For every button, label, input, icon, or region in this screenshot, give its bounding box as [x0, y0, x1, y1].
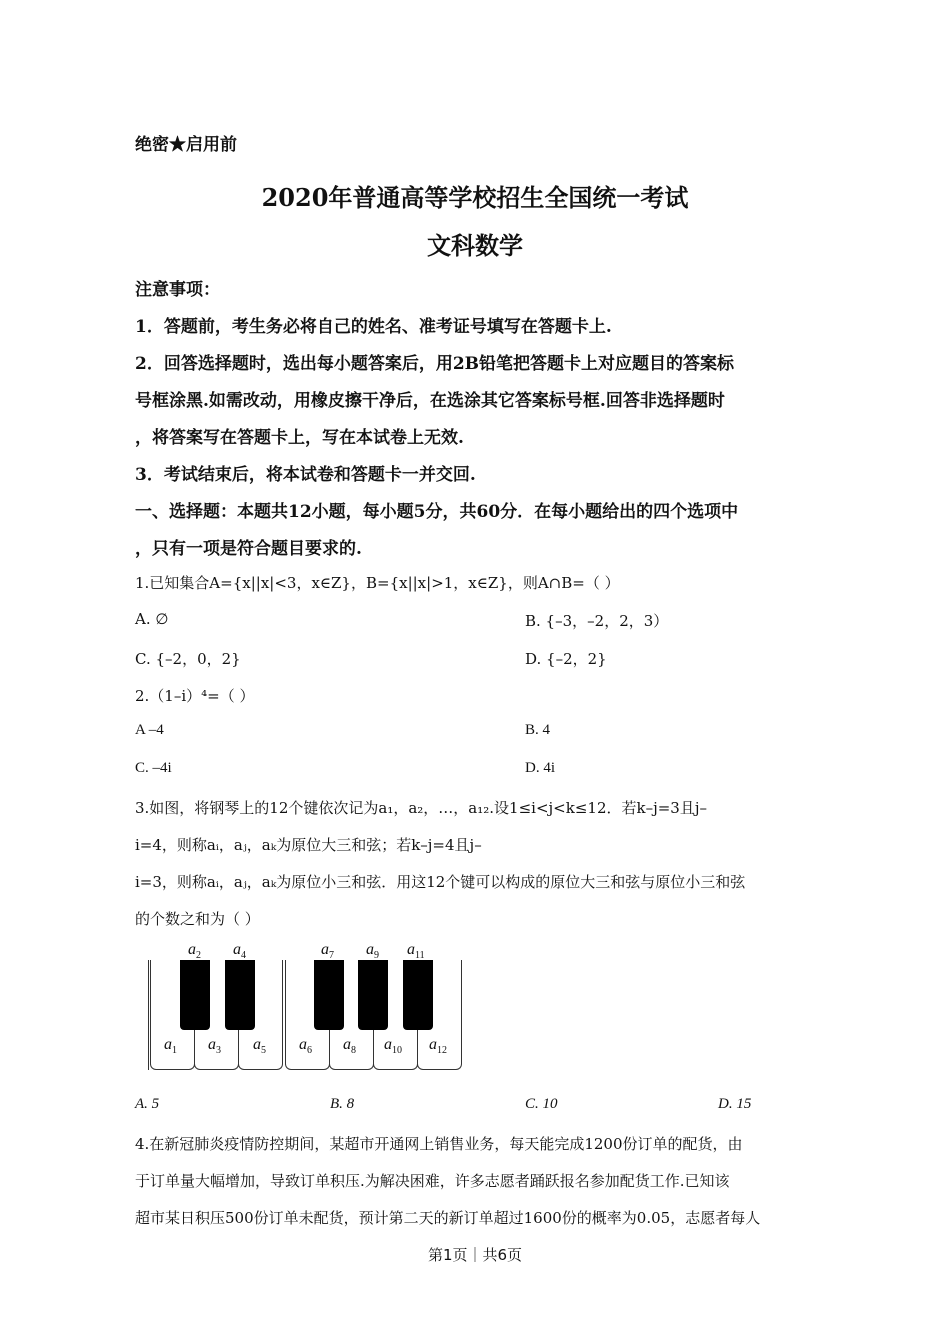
secret-mark: 绝密★启用前: [135, 135, 237, 155]
key-label-a8: $a_8$: [343, 1036, 356, 1057]
question-4-line: 4.在新冠肺炎疫情防控期间，某超市开通网上销售业务，每天能完成1200份订单的配货，由: [135, 1135, 743, 1153]
notes-line: 2．回答选择题时，选出每小题答案后，用2B铅笔把答题卡上对应题目的答案标: [135, 354, 735, 374]
q2-option-a: A –4: [135, 722, 164, 738]
q1-option-d: D. {–2，2}: [525, 650, 607, 668]
piano-black-key: [180, 960, 210, 1030]
q2-option-c: C. –4i: [135, 760, 172, 776]
section-heading: 一、选择题：本题共12小题，每小题5分，共60分．在每小题给出的四个选项中: [135, 502, 739, 522]
exam-title: 2020年普通高等学校招生全国统一考试: [261, 183, 689, 212]
piano-black-key: [403, 960, 433, 1030]
section-heading-cont: ，只有一项是符合题目要求的.: [135, 539, 362, 559]
q1-option-c: C. {–2，0，2}: [135, 650, 241, 668]
piano-black-key: [358, 960, 388, 1030]
question-2-stem: 2.（1–i）⁴=（ ）: [135, 687, 255, 705]
key-label-a4: $a_4$: [233, 941, 246, 962]
key-label-a12: $a_{12}$: [429, 1036, 447, 1057]
notes-line: 3．考试结束后，将本试卷和答题卡一并交回.: [135, 465, 476, 485]
key-label-a10: $a_{10}$: [384, 1036, 402, 1057]
notes-line: 1．答题前，考生务必将自己的姓名、准考证号填写在答题卡上.: [135, 317, 612, 337]
question-1-stem: 1.已知集合A={x||x|<3，x∈Z}，B={x||x|>1，x∈Z}，则A∩B=（ ）: [135, 574, 620, 592]
q2-option-d: D. 4i: [525, 760, 555, 776]
question-3-line: 3.如图，将钢琴上的12个键依次记为a₁，a₂，…，a₁₂.设1≤i<j<k≤12．若k–j=3且j–: [135, 799, 707, 817]
key-label-a5: $a_5$: [253, 1036, 266, 1057]
key-label-a7: $a_7$: [321, 941, 334, 962]
page-footer: 第1页｜共6页: [427, 1246, 523, 1264]
piano-black-key: [225, 960, 255, 1030]
key-label-a6: $a_6$: [299, 1036, 312, 1057]
key-label-a1: $a_1$: [164, 1036, 177, 1057]
question-4-line: 超市某日积压500份订单未配货，预计第二天的新订单超过1600份的概率为0.05，志愿者每人: [135, 1209, 761, 1227]
question-3-line: i=3，则称aᵢ，aⱼ，aₖ为原位小三和弦．用这12个键可以构成的原位大三和弦与原位小三和弦: [135, 873, 746, 891]
q1-option-b: B. {–3，–2，2，3）: [525, 612, 669, 630]
key-label-a11: $a_{11}$: [407, 941, 425, 962]
notes-heading: 注意事项：: [135, 280, 220, 300]
question-3-line: i=4，则称aᵢ，aⱼ，aₖ为原位大三和弦；若k–j=4且j–: [135, 836, 482, 854]
q3-option-a: A. 5: [135, 1096, 160, 1112]
q1-option-a: A. ∅: [135, 610, 169, 628]
question-3-line: 的个数之和为（ ）: [135, 910, 260, 928]
key-label-a2: $a_2$: [188, 941, 201, 962]
q2-option-b: B. 4: [525, 722, 551, 738]
q3-option-c: C. 10: [525, 1096, 558, 1112]
piano-figure: [148, 940, 464, 1072]
notes-line: ，将答案写在答题卡上，写在本试卷上无效.: [135, 428, 464, 448]
key-label-a3: $a_3$: [208, 1036, 221, 1057]
question-4-line: 于订单量大幅增加，导致订单积压.为解决困难，许多志愿者踊跃报名参加配货工作.已知该: [135, 1172, 730, 1190]
exam-subtitle: 文科数学: [427, 231, 523, 260]
key-label-a9: $a_9$: [366, 941, 379, 962]
q3-option-d: D. 15: [718, 1096, 752, 1112]
q3-option-b: B. 8: [330, 1096, 355, 1112]
notes-line: 号框涂黑.如需改动，用橡皮擦干净后，在选涂其它答案标号框.回答非选择题时: [135, 391, 725, 411]
piano-black-key: [314, 960, 344, 1030]
